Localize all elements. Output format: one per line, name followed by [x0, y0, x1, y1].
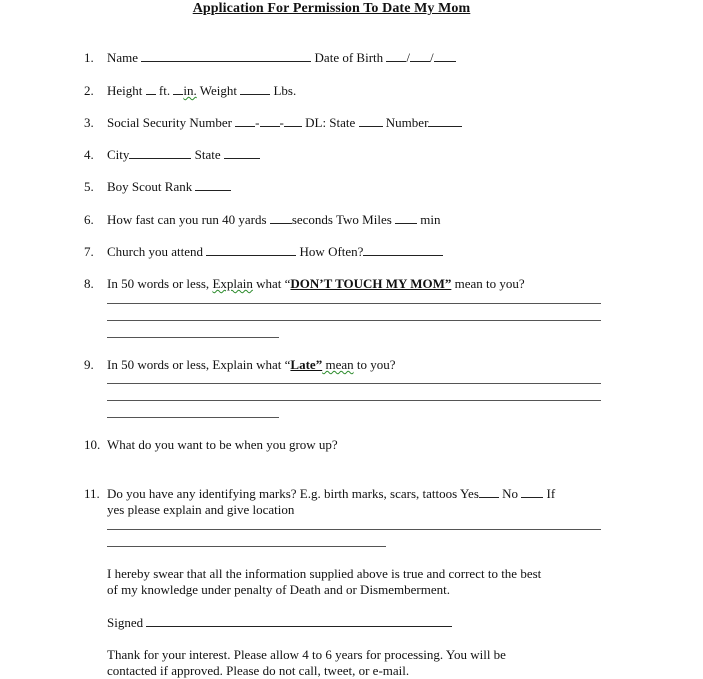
- item-number-8: 8.: [84, 276, 94, 291]
- city-blank[interactable]: [129, 148, 191, 159]
- min-label: min: [420, 212, 441, 227]
- item-number-4: 4.: [84, 147, 94, 162]
- two-miles-label: seconds Two Miles: [291, 212, 392, 227]
- state-label: State: [194, 147, 221, 162]
- item-height-row: [107, 83, 296, 99]
- height-label: Height: [107, 83, 143, 98]
- item-number-2: 2.: [84, 83, 94, 98]
- scout-rank-label: Boy Scout Rank: [107, 179, 193, 194]
- q9-answer-line-2[interactable]: [107, 400, 601, 401]
- item-scout-row: [107, 179, 231, 195]
- item-number-10: 10.: [84, 437, 101, 452]
- run-40-label: How fast can you run 40 yards: [107, 212, 267, 227]
- item-name-row: [107, 50, 456, 66]
- closing-line-1: Thank for your interest. Please allow 4 to 6 years for processing. You will be: [107, 647, 506, 662]
- item-marks-question-line-1: [107, 486, 555, 502]
- item-church-row: [107, 244, 443, 260]
- q8-what: what “: [256, 276, 291, 291]
- q11-if-label: If: [543, 486, 556, 501]
- q11-yes-blank[interactable]: [479, 487, 499, 498]
- item-city-row: [107, 147, 260, 163]
- dob-month-blank[interactable]: [386, 51, 406, 62]
- q8-phrase: DON’T TOUCH MY MOM”: [290, 276, 452, 291]
- ssn-part2-blank[interactable]: [260, 116, 280, 127]
- signature-row: [107, 615, 452, 631]
- oath-line-2: of my knowledge under penalty of Death and or Dismemberment.: [107, 582, 450, 597]
- ssn-part1-blank[interactable]: [235, 116, 255, 127]
- dob-year-blank[interactable]: [434, 51, 456, 62]
- q8-answer-line-1[interactable]: [107, 303, 601, 304]
- item-grow-up-question: What do you want to be when you grow up?: [107, 437, 338, 452]
- item-number-5: 5.: [84, 179, 94, 194]
- closing-line-2: contacted if approved. Please do not call, tweet, or e-mail.: [107, 663, 410, 678]
- q8-suffix: mean to you?: [451, 276, 525, 291]
- item-number-9: 9.: [84, 357, 94, 372]
- q11-question: Do you have any identifying marks? E.g. birth marks, scars, tattoos Yes: [107, 486, 479, 501]
- lbs-label: Lbs.: [273, 83, 297, 98]
- item-number-11: 11.: [84, 486, 100, 501]
- city-label: City: [107, 147, 130, 162]
- q11-no-label: No: [498, 486, 522, 501]
- item-ssn-row: [107, 115, 462, 131]
- ssn-part3-blank[interactable]: [284, 116, 302, 127]
- how-often-blank[interactable]: [363, 245, 443, 256]
- run-40-blank[interactable]: [270, 213, 292, 224]
- weight-label: Weight: [199, 83, 237, 98]
- ssn-dash-2: -: [279, 115, 284, 130]
- church-label: Church you attend: [107, 244, 204, 259]
- q11-no-blank[interactable]: [521, 487, 543, 498]
- dl-number-label: Number: [385, 115, 429, 130]
- q9-suffix: to you?: [353, 357, 396, 372]
- item-speed-row: [107, 212, 441, 228]
- dob-day-blank[interactable]: [410, 51, 430, 62]
- item-number-3: 3.: [84, 115, 94, 130]
- form-title: Application For Permission To Date My Mom: [192, 1, 471, 16]
- dl-number-blank[interactable]: [428, 116, 462, 127]
- scout-rank-blank[interactable]: [195, 180, 231, 191]
- q9-mean: mean: [322, 357, 354, 372]
- item-number-7: 7.: [84, 244, 94, 259]
- weight-blank[interactable]: [240, 84, 270, 95]
- item-marks-question-line-2: yes please explain and give location: [107, 502, 295, 517]
- q8-prefix: In 50 words or less,: [107, 276, 210, 291]
- item-number-6: 6.: [84, 212, 94, 227]
- church-blank[interactable]: [206, 245, 296, 256]
- signature-blank[interactable]: [146, 616, 452, 627]
- dob-label: Date of Birth: [314, 50, 384, 65]
- q9-prefix: In 50 words or less, Explain what “: [107, 357, 291, 372]
- name-label: Name: [107, 50, 139, 65]
- ssn-label: Social Security Number: [107, 115, 232, 130]
- ft-label: ft.: [158, 83, 171, 98]
- in-label: in.: [183, 83, 197, 98]
- q9-late: Late”: [290, 357, 323, 372]
- q8-answer-line-3[interactable]: [107, 337, 279, 338]
- signed-label: Signed: [107, 615, 144, 630]
- two-miles-blank[interactable]: [395, 213, 417, 224]
- height-ft-blank[interactable]: [146, 84, 156, 95]
- ssn-dash-1: -: [255, 115, 260, 130]
- dl-state-blank[interactable]: [359, 116, 383, 127]
- name-blank[interactable]: [141, 51, 311, 62]
- item-number-1: 1.: [84, 50, 94, 65]
- q11-answer-line-1[interactable]: [107, 529, 601, 530]
- height-in-blank[interactable]: [173, 84, 183, 95]
- q8-explain: Explain: [212, 276, 253, 291]
- how-often-label: How Often?: [299, 244, 364, 259]
- dob-sep-2: /: [430, 50, 434, 65]
- dob-sep-1: /: [406, 50, 411, 65]
- item-dont-touch-question: [107, 276, 525, 292]
- dl-state-label: DL: State: [305, 115, 356, 130]
- item-late-question: [107, 357, 396, 373]
- oath-line-1: I hereby swear that all the information supplied above is true and correct to the best: [107, 566, 542, 581]
- q9-answer-line-1[interactable]: [107, 383, 601, 384]
- q8-answer-line-2[interactable]: [107, 320, 601, 321]
- q9-answer-line-3[interactable]: [107, 417, 279, 418]
- state-blank[interactable]: [224, 148, 260, 159]
- q11-answer-line-2[interactable]: [107, 546, 386, 547]
